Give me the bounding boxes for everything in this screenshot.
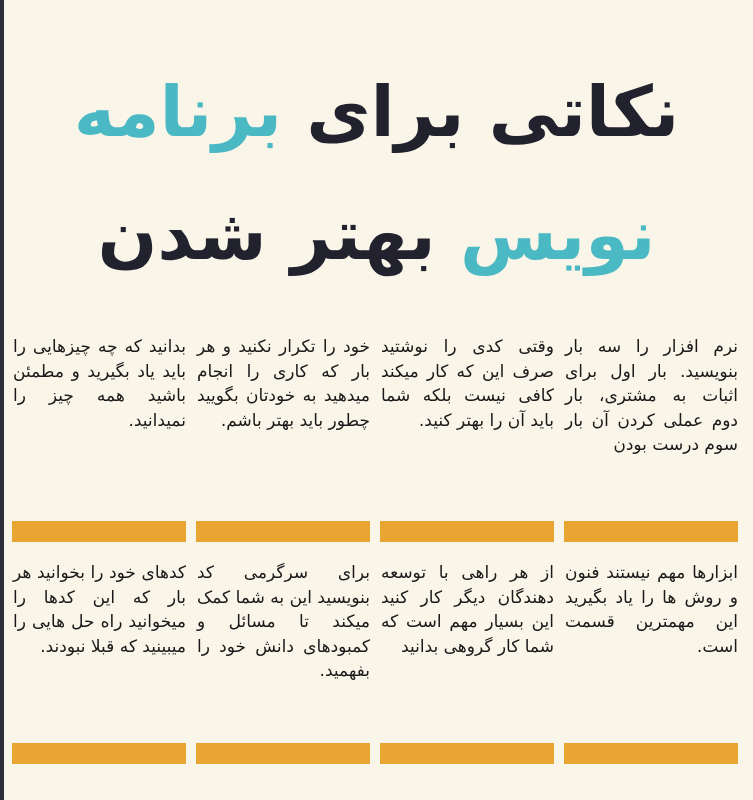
tip-1-divider [564, 521, 738, 542]
tip-2-divider [380, 521, 554, 542]
tip-5: ابزارها مهم نیستند فنون و روش ها را یاد بگیرید این مهمترین قسمت است. [565, 563, 738, 657]
tip-3-divider [196, 521, 370, 542]
tip-1: نرم افزار را سه بار بنویسید. بار اول برای اثبات به مشتری، بار دوم عملی کردن آن بار سوم درست بودن [565, 337, 738, 455]
tip-4: بدانید که چه چیزهایی را باید یاد بگیرید و مطمئن باشید همه چیز را نمیدانید. [13, 337, 186, 431]
tip-8: کدهای خود را بخوانید هر بار که این کدها را میخوانید راه حل هایی را میبینید که قبلا نبودند. [13, 563, 186, 657]
title-line-2 [0, 195, 753, 275]
title-line-1 [0, 72, 753, 152]
title-line-1-dark: نکاتی برای [306, 71, 680, 153]
tip-7: برای سرگرمی کد بنویسید این به شما کمک میکند تا مسائل و کمبودهای دانش خود را بفهمید. [197, 563, 370, 681]
tip-8-divider [12, 743, 186, 764]
tip-7-divider [196, 743, 370, 764]
title-line-2-dark: بهتر شدن [97, 194, 436, 276]
title-line-1-accent: برنامه [73, 71, 283, 153]
tip-4-divider [12, 521, 186, 542]
tip-3: خود را تکرار نکنید و هر بار که کاری را انجام میدهید به خودتان بگویید چطور باید بهتر باشم. [197, 337, 370, 431]
tip-5-divider [564, 743, 738, 764]
title-line-2-accent: نویس [459, 194, 656, 276]
tips-grid [12, 335, 738, 775]
tip-2: وقتی کدی را نوشتید صرف این که کار میکند کافی نیست بلکه شما باید آن را بهتر کنید. [381, 337, 554, 431]
tip-6: از هر راهی با توسعه دهندگان دیگر کار کنید این بسیار مهم است که شما کار گروهی بدانید [381, 563, 554, 657]
tip-6-divider [380, 743, 554, 764]
